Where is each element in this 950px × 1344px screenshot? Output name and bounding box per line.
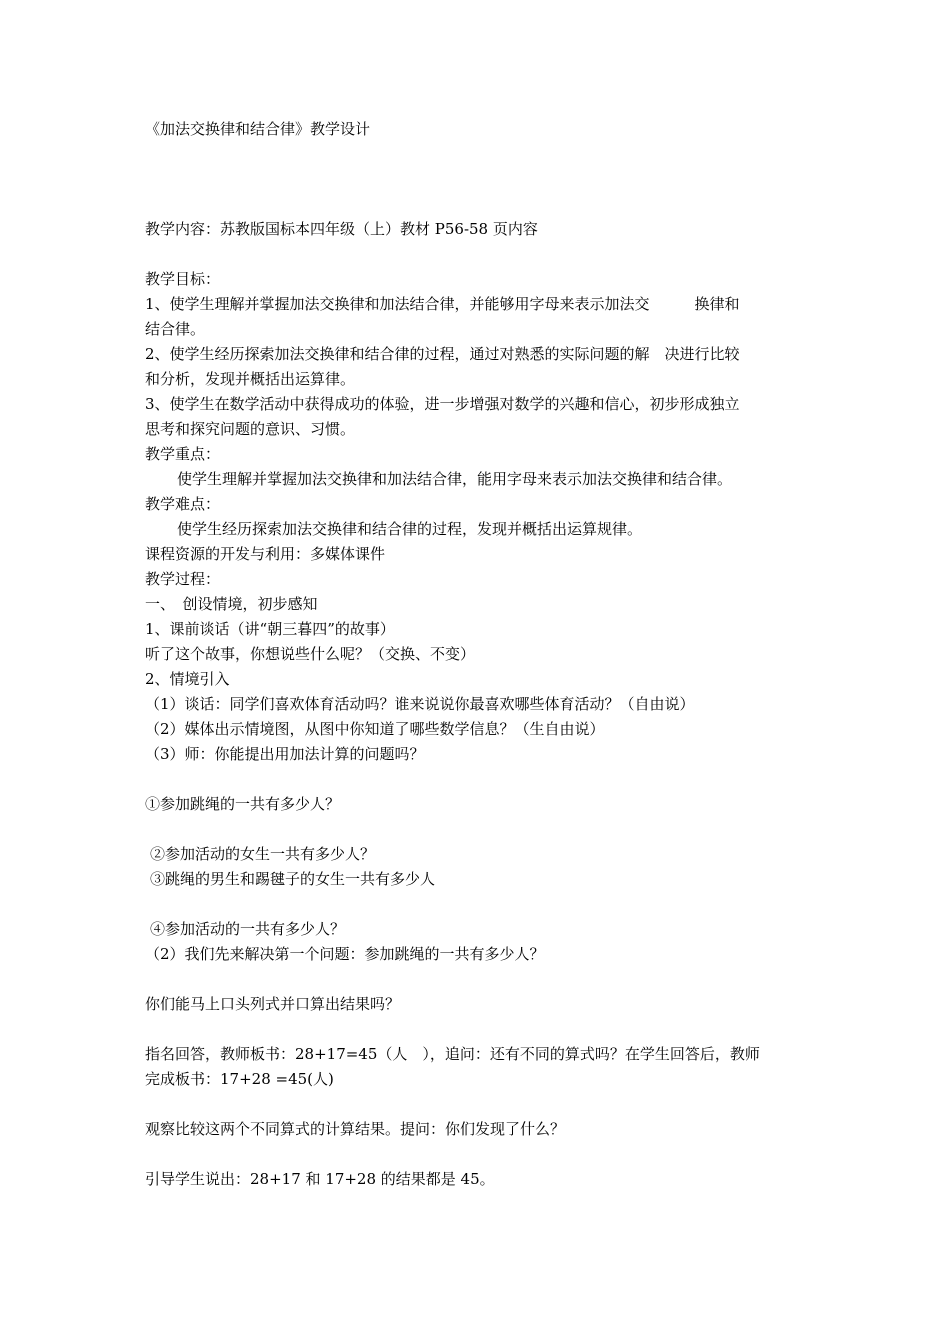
step-2-item-3: （3）师：你能提出用加法计算的问题吗？ bbox=[145, 745, 425, 763]
guide-conclusion: 引导学生说出：28+17 和 17+28 的结果都是 45。 bbox=[145, 1170, 495, 1188]
resources-line: 课程资源的开发与利用：多媒体课件 bbox=[145, 545, 386, 563]
objective-3-line-1: 3、使学生在数学活动中获得成功的体验，进一步增强对数学的兴趣和信心，初步形成独立 bbox=[145, 395, 740, 413]
difficulty-text: 使学生经历探索加法交换律和结合律的过程，发现并概括出运算规律。 bbox=[177, 520, 643, 538]
difficulty-heading: 教学难点： bbox=[145, 495, 221, 513]
teaching-content: 教学内容：苏教版国标本四年级（上）教材 P56-58 页内容 bbox=[145, 220, 538, 238]
step-1-question: 听了这个故事，你想说些什么呢？（交换、不变） bbox=[145, 645, 476, 663]
objective-3-line-2: 思考和探究问题的意识、习惯。 bbox=[145, 420, 356, 438]
step-1: 1、课前谈话（讲“朝三暮四”的故事） bbox=[145, 620, 395, 638]
observe-prompt: 观察比较这两个不同算式的计算结果。提问：你们发现了什么？ bbox=[145, 1120, 566, 1138]
objective-1-line-1: 1、使学生理解并掌握加法交换律和加法结合律，并能够用字母来表示加法交 换律和 bbox=[145, 295, 740, 313]
answer-line-1: 指名回答，教师板书：28+17=45（人 ），追问：还有不同的算式吗？在学生回答后，教师 bbox=[145, 1045, 760, 1063]
objective-2-line-1: 2、使学生经历探索加法交换律和结合律的过程，通过对熟悉的实际问题的解 决进行比较 bbox=[145, 345, 740, 363]
objective-2-line-2: 和分析，发现并概括出运算律。 bbox=[145, 370, 356, 388]
objective-1-line-2: 结合律。 bbox=[145, 320, 206, 338]
question-1: ①参加跳绳的一共有多少人？ bbox=[145, 795, 341, 813]
document-title: 《加法交换律和结合律》教学设计 bbox=[145, 120, 371, 138]
section-1-heading: 一、 创设情境，初步感知 bbox=[145, 595, 318, 613]
step-2-item-1: （1）谈话：同学们喜欢体育活动吗？谁来说说你最喜欢哪些体育活动？（自由说） bbox=[145, 695, 695, 713]
question-4: ④参加活动的一共有多少人？ bbox=[150, 920, 346, 938]
oral-calculation-prompt: 你们能马上口头列式并口算出结果吗？ bbox=[145, 995, 401, 1013]
solve-first-question: （2）我们先来解决第一个问题：参加跳绳的一共有多少人？ bbox=[145, 945, 545, 963]
question-2: ②参加活动的女生一共有多少人？ bbox=[150, 845, 376, 863]
answer-line-2: 完成板书：17+28 =45(人) bbox=[145, 1070, 334, 1088]
step-2: 2、情境引入 bbox=[145, 670, 230, 688]
step-2-item-2: （2）媒体出示情境图，从图中你知道了哪些数学信息？（生自由说） bbox=[145, 720, 605, 738]
key-points-text: 使学生理解并掌握加法交换律和加法结合律，能用字母来表示加法交换律和结合律。 bbox=[177, 470, 733, 488]
objectives-heading: 教学目标： bbox=[145, 270, 221, 288]
key-points-heading: 教学重点： bbox=[145, 445, 221, 463]
process-heading: 教学过程： bbox=[145, 570, 221, 588]
question-3: ③跳绳的男生和踢毽子的女生一共有多少人 bbox=[150, 870, 436, 888]
